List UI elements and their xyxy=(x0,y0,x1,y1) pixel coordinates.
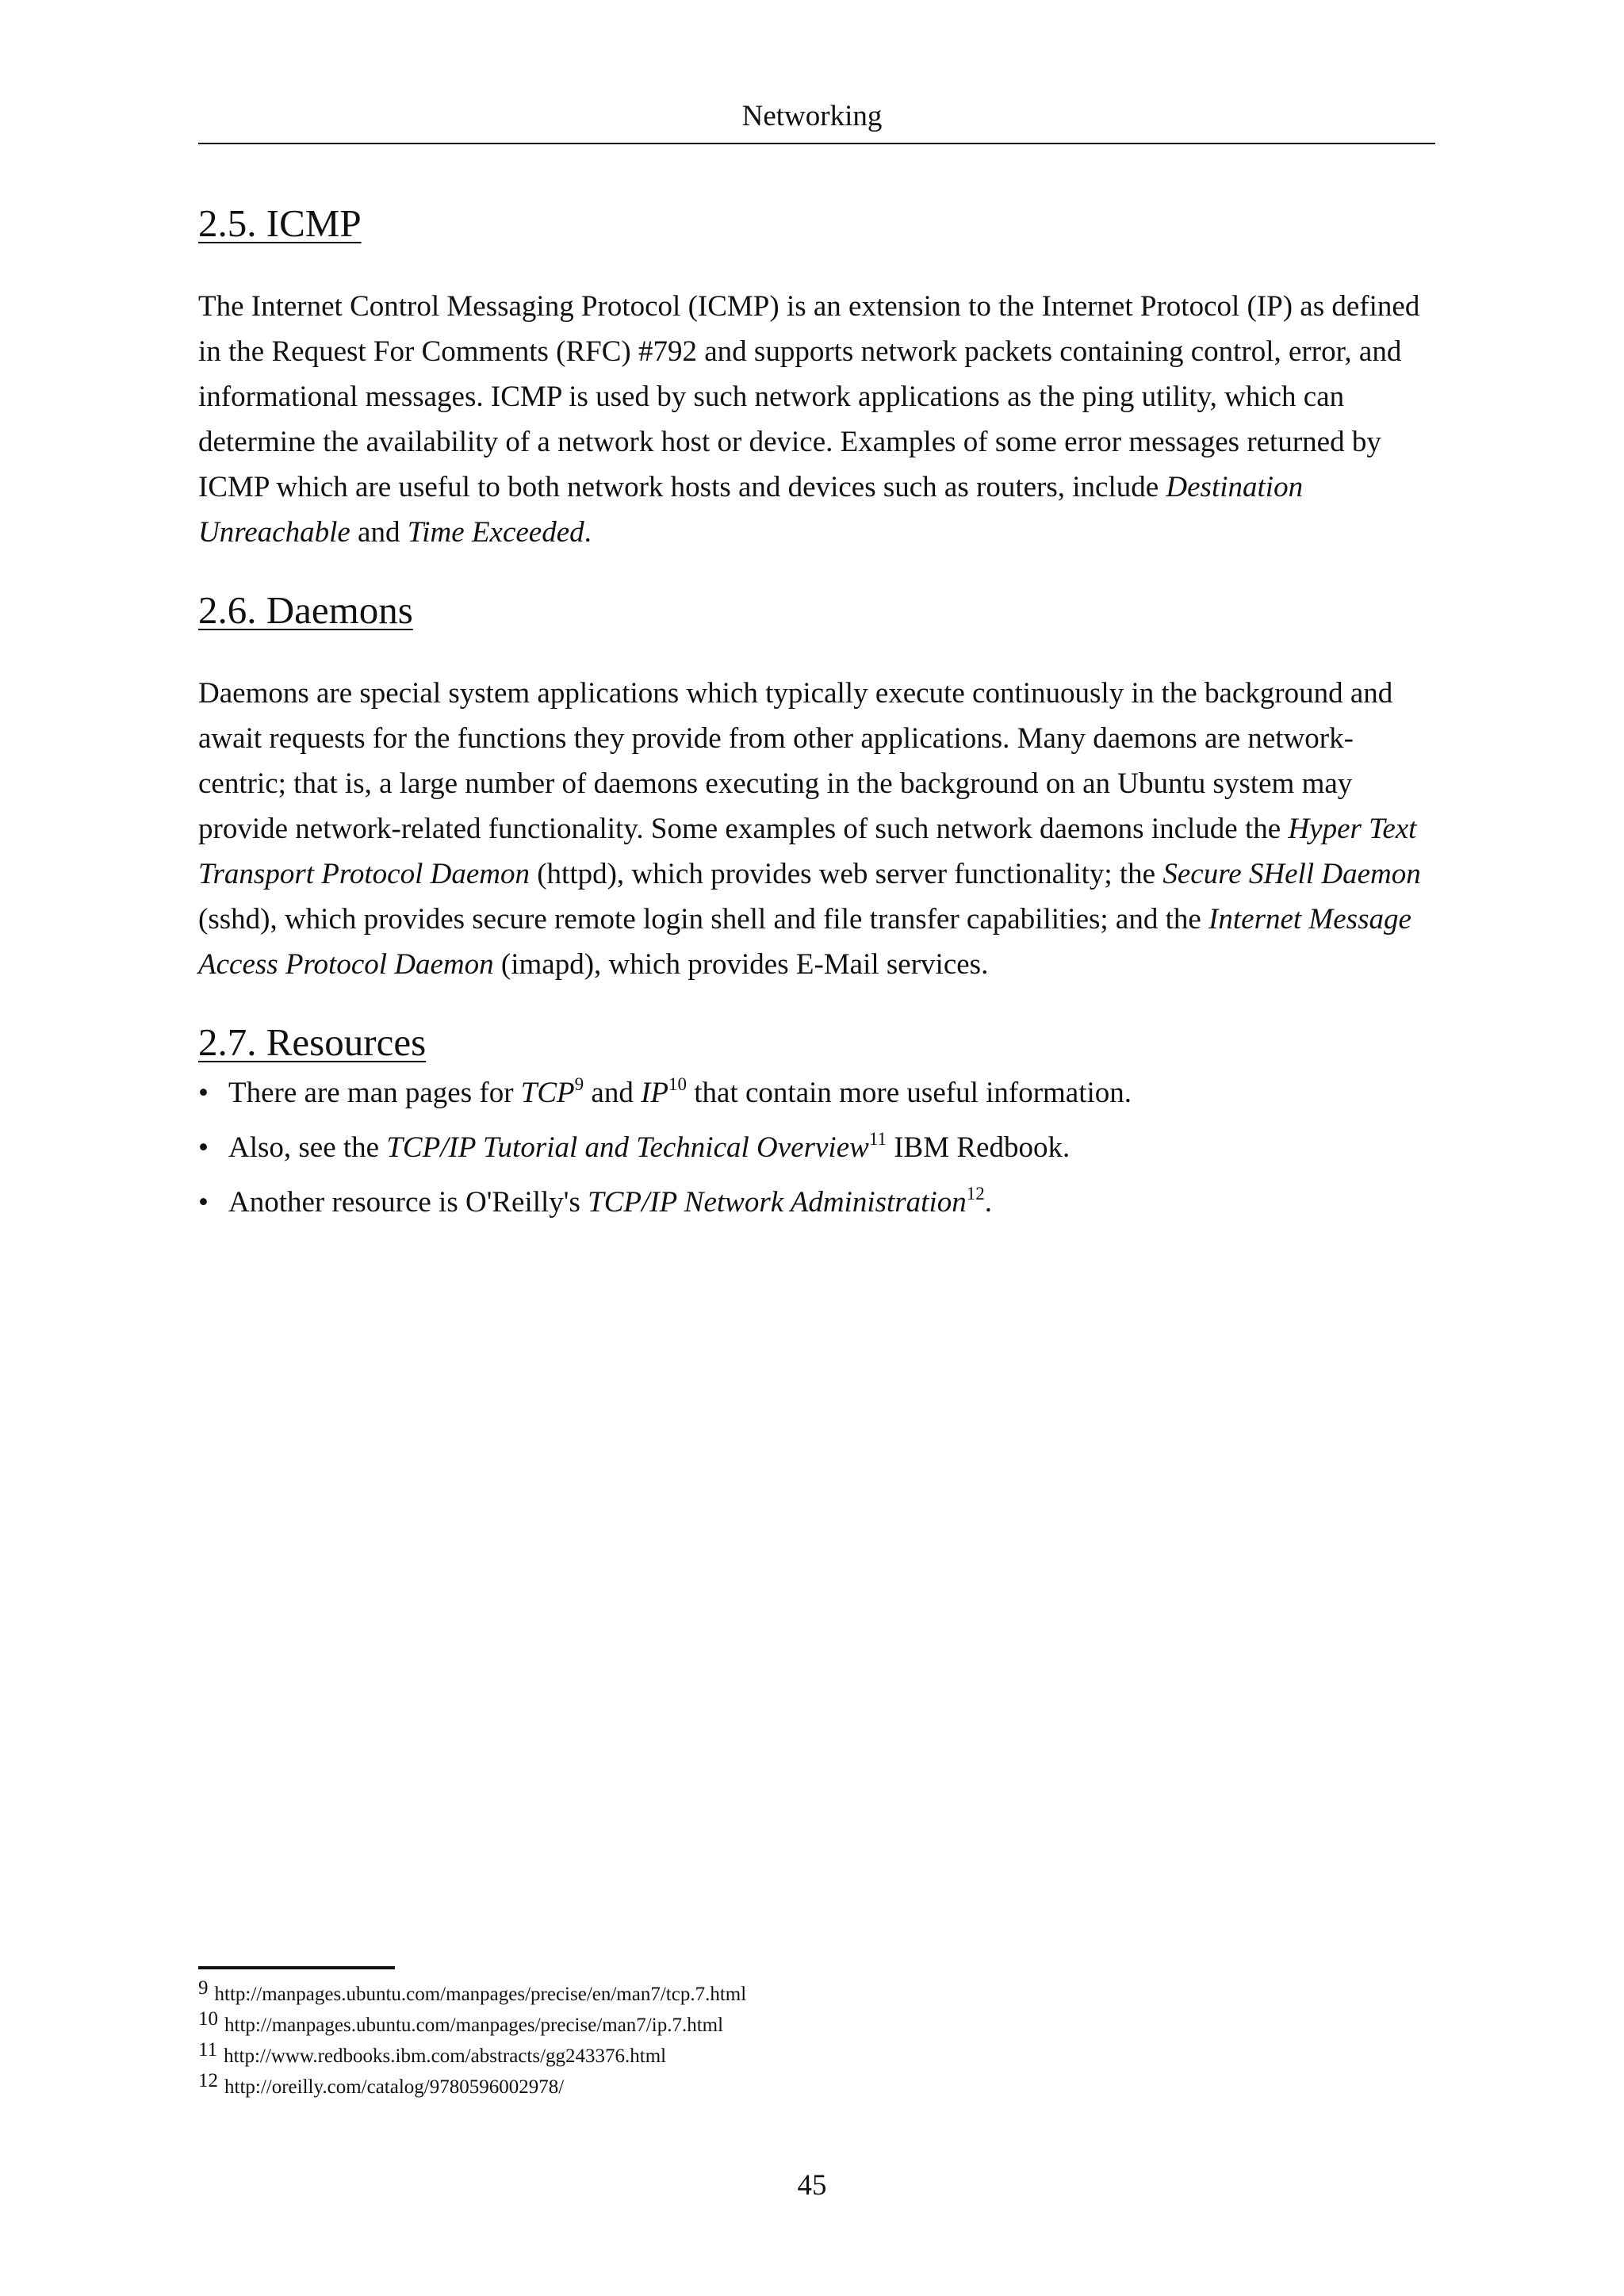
page-content xyxy=(198,198,1435,1237)
footnote-number: 10 xyxy=(198,2008,218,2030)
daemons-text-2: (httpd), which provides web server functionality; the xyxy=(529,858,1163,890)
daemons-text-3: (sshd), which provides secure remote login shell and file transfer capabilities; and the xyxy=(198,903,1209,936)
footnote-link[interactable]: http://manpages.ubuntu.com/manpages/precise/en/man7/tcp.7.html xyxy=(214,1984,747,2005)
item-em-redbook-title: TCP/IP Tutorial and Technical Overview xyxy=(386,1131,869,1164)
footnote-number: 9 xyxy=(198,1977,209,1999)
daemons-em-imapd: Internet Message Access Protocol Daemon xyxy=(198,903,1411,981)
item-text: IBM Redbook. xyxy=(886,1131,1071,1164)
footnote-link[interactable]: http://www.redbooks.ibm.com/abstracts/gg243376.html xyxy=(224,2045,667,2067)
section-heading-daemons: 2.6. Daemons xyxy=(198,588,413,632)
item-em-ip: IP xyxy=(641,1077,669,1109)
bullet: • xyxy=(198,1186,209,1219)
daemons-em-sshd: Secure SHell Daemon xyxy=(1162,858,1421,890)
footnote-ref[interactable]: 10 xyxy=(668,1073,688,1094)
icmp-em-destination-unreachable: Destination Unreachable xyxy=(198,471,1304,549)
footnote xyxy=(198,1979,1435,2010)
list-item xyxy=(198,1127,1435,1169)
item-text: and xyxy=(584,1077,642,1109)
daemons-text-4: (imapd), which provides E-Mail services. xyxy=(493,948,989,981)
footnote-link[interactable]: http://manpages.ubuntu.com/manpages/precise/man7/ip.7.html xyxy=(224,2015,724,2036)
icmp-text-2: and xyxy=(350,516,408,549)
icmp-paragraph xyxy=(198,284,1435,555)
icmp-text-3: . xyxy=(584,516,592,549)
bullet: • xyxy=(198,1077,209,1109)
footnote-ref[interactable]: 11 xyxy=(868,1128,887,1149)
section-heading-icmp: 2.5. ICMP xyxy=(198,201,362,245)
footnote xyxy=(198,2010,1435,2041)
footnote-separator xyxy=(198,1966,395,1969)
list-item xyxy=(198,1073,1435,1114)
footnote xyxy=(198,2072,1435,2103)
daemons-em-httpd: Hyper Text Transport Protocol Daemon xyxy=(198,813,1417,890)
item-text: . xyxy=(984,1186,992,1219)
list-item xyxy=(198,1182,1435,1223)
item-text: that contain more useful information. xyxy=(687,1077,1132,1109)
bullet: • xyxy=(198,1131,209,1164)
icmp-text-1: The Internet Control Messaging Protocol (ICMP) is an extension to the Internet Protocol (IP) as defined in the Request For Comments (RFC) #792 and supports network packets containing control, error, and informational messages. ICMP is used by such network applications as the ping utility, which can determine the availability of a network host or device. Examples of some error messages returned by ICMP which are useful to both network hosts and devices such as routers, include xyxy=(198,290,1420,503)
footnote xyxy=(198,2041,1435,2072)
footnote-link[interactable]: http://oreilly.com/catalog/9780596002978/ xyxy=(224,2076,565,2098)
footnote-ref[interactable]: 9 xyxy=(574,1073,584,1094)
item-text: There are man pages for xyxy=(228,1077,521,1109)
daemons-paragraph xyxy=(198,671,1435,987)
daemons-text-1: Daemons are special system applications which typically execute continuously in the background and await requests for the functions they provide from other applications. Many daemons are network-centric; that is, a large number of daemons executing in the background on an Ubuntu system may provide network-related functionality. Some examples of such network daemons include the xyxy=(198,677,1393,845)
footnote-ref[interactable]: 12 xyxy=(966,1183,985,1203)
footnotes xyxy=(198,1979,1435,2103)
header-rule xyxy=(198,143,1435,144)
item-text: Also, see the xyxy=(228,1131,387,1164)
item-em-oreilly-title: TCP/IP Network Administration xyxy=(588,1186,967,1219)
icmp-em-time-exceeded: Time Exceeded xyxy=(407,516,584,549)
page-number: 45 xyxy=(797,2169,827,2202)
running-header: Networking xyxy=(741,100,883,132)
footnote-number: 12 xyxy=(198,2070,218,2091)
resources-list xyxy=(198,1073,1435,1223)
item-text: Another resource is O'Reilly's xyxy=(228,1186,588,1219)
section-heading-resources: 2.7. Resources xyxy=(198,1020,427,1064)
footnote-number: 11 xyxy=(198,2039,218,2061)
item-em-tcp: TCP xyxy=(520,1077,575,1109)
